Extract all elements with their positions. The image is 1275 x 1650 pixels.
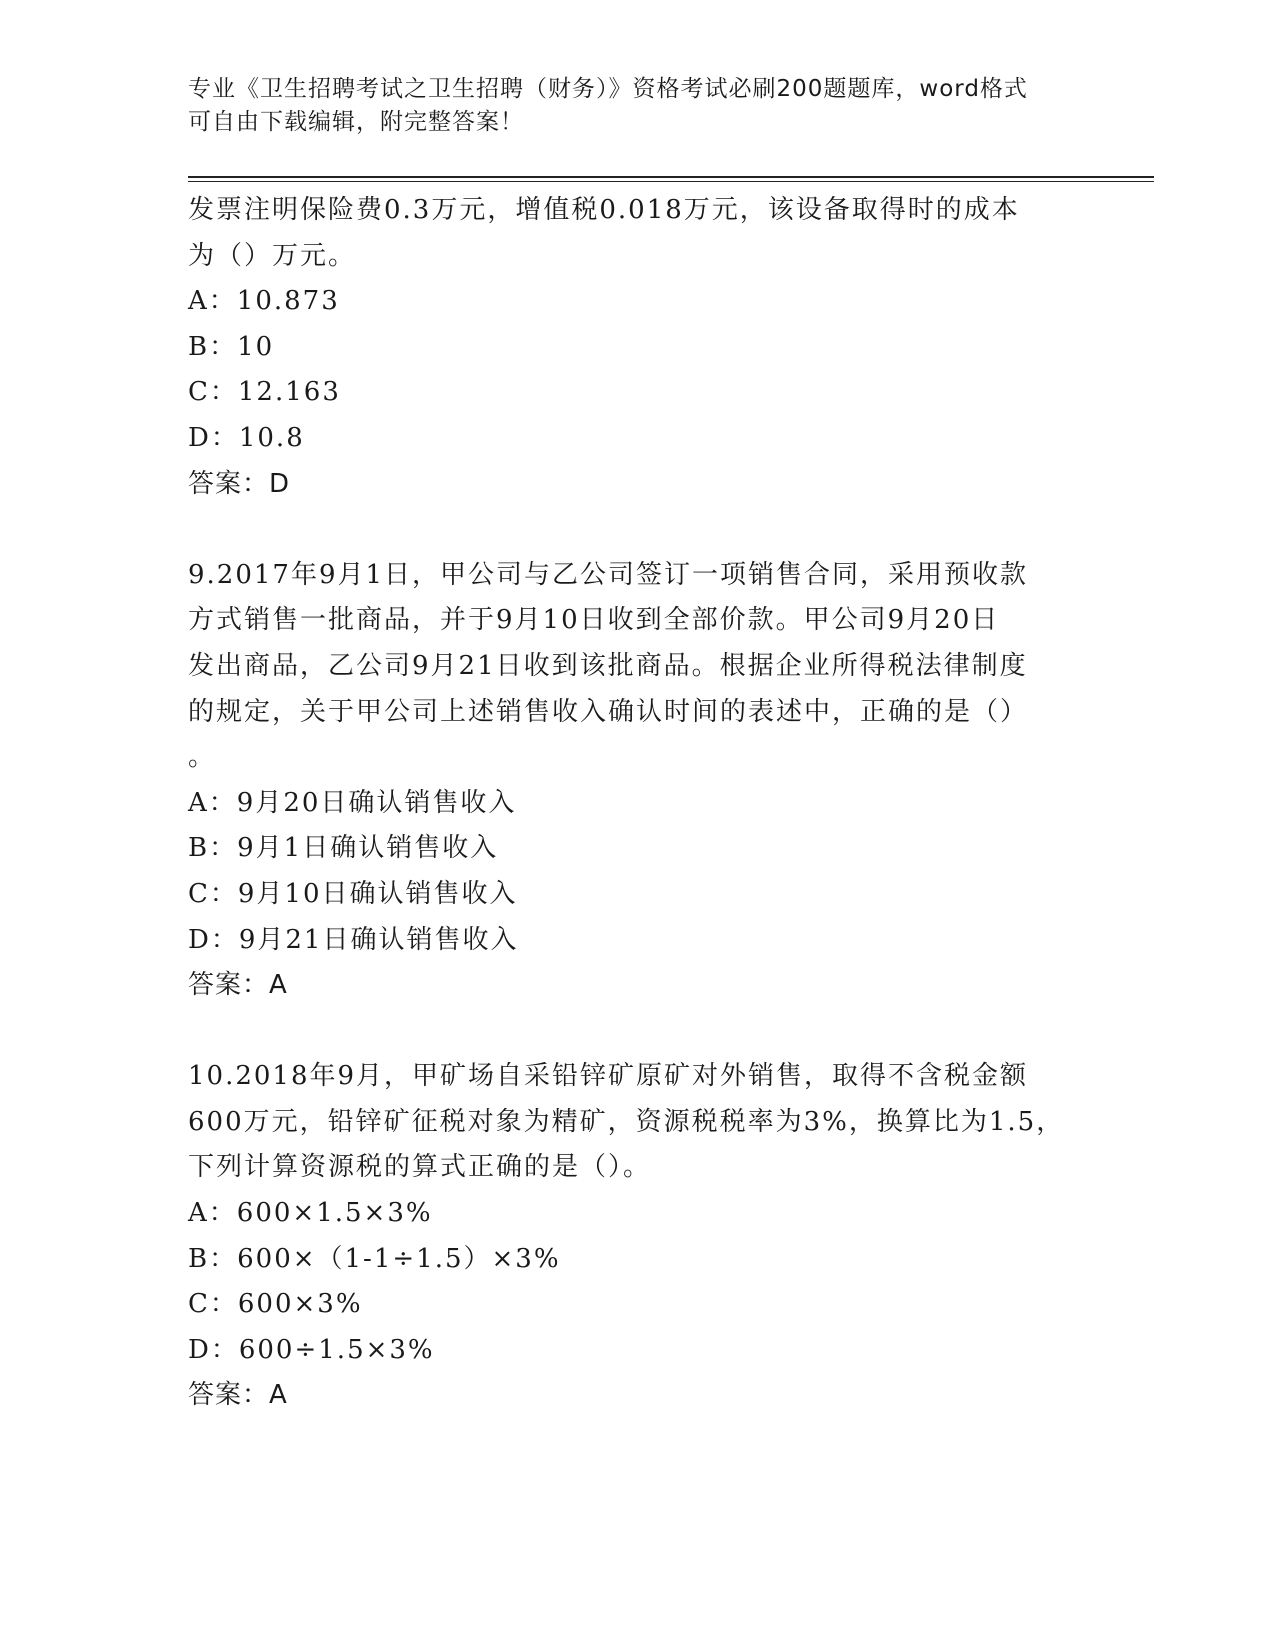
question-stem-line: 为（）万元。 bbox=[188, 240, 357, 271]
question-content bbox=[188, 188, 1088, 1419]
question-stem-line: 600万元，铅锌矿征税对象为精矿，资源税税率为3%，换算比为1.5， bbox=[188, 1106, 1065, 1137]
question-spacer bbox=[188, 507, 1088, 553]
option-a: A：10.873 bbox=[188, 286, 340, 317]
question-spacer bbox=[188, 1009, 1088, 1055]
answer-label: 答案：A bbox=[188, 970, 288, 1001]
header-line-2: 可自由下载编辑，附完整答案！ bbox=[188, 109, 524, 135]
question-stem-line: 下列计算资源税的算式正确的是（）。 bbox=[188, 1152, 652, 1183]
header-divider-thick bbox=[188, 176, 1154, 178]
question-9 bbox=[188, 553, 1088, 1009]
option-d: D：10.8 bbox=[188, 422, 305, 453]
option-a: A：9月20日确认销售收入 bbox=[188, 787, 517, 818]
option-a: A：600×1.5×3% bbox=[188, 1198, 433, 1229]
option-c: C：9月10日确认销售收入 bbox=[188, 878, 518, 909]
question-stem-line: 发票注明保险费0.3万元，增值税0.018万元，该设备取得时的成本 bbox=[188, 195, 1020, 225]
question-stem-line: 10.2018年9月，甲矿场自采铅锌矿原矿对外销售，取得不含税金额 bbox=[188, 1061, 1029, 1092]
header-divider-thin bbox=[188, 181, 1154, 182]
option-c: C：12.163 bbox=[188, 377, 341, 408]
option-c: C：600×3% bbox=[188, 1289, 363, 1320]
question-stem-line: 9.2017年9月1日，甲公司与乙公司签订一项销售合同，采用预收款 bbox=[188, 559, 1029, 590]
option-b: B：600×（1-1÷1.5）×3% bbox=[188, 1243, 561, 1274]
document-header bbox=[188, 73, 1088, 139]
question-stem-line: 方式销售一批商品，并于9月10日收到全部价款。甲公司9月20日 bbox=[188, 605, 1000, 636]
option-b: B：9月1日确认销售收入 bbox=[188, 833, 499, 864]
question-stem-line: 发出商品，乙公司9月21日收到该批商品。根据企业所得税法律制度 bbox=[188, 650, 1028, 681]
answer-label: 答案：A bbox=[188, 1380, 288, 1411]
header-line-1: 专业《卫生招聘考试之卫生招聘（财务）》资格考试必刷200题题库，word格式 bbox=[188, 76, 1028, 102]
question-8 bbox=[188, 188, 1088, 507]
question-stem-line: 。 bbox=[188, 742, 217, 773]
option-d: D：600÷1.5×3% bbox=[188, 1334, 435, 1365]
question-stem-line: 的规定，关于甲公司上述销售收入确认时间的表述中，正确的是（） bbox=[188, 696, 1029, 727]
option-d: D：9月21日确认销售收入 bbox=[188, 924, 519, 955]
answer-label: 答案：D bbox=[188, 468, 291, 499]
option-b: B：10 bbox=[188, 331, 275, 362]
question-10 bbox=[188, 1054, 1088, 1419]
